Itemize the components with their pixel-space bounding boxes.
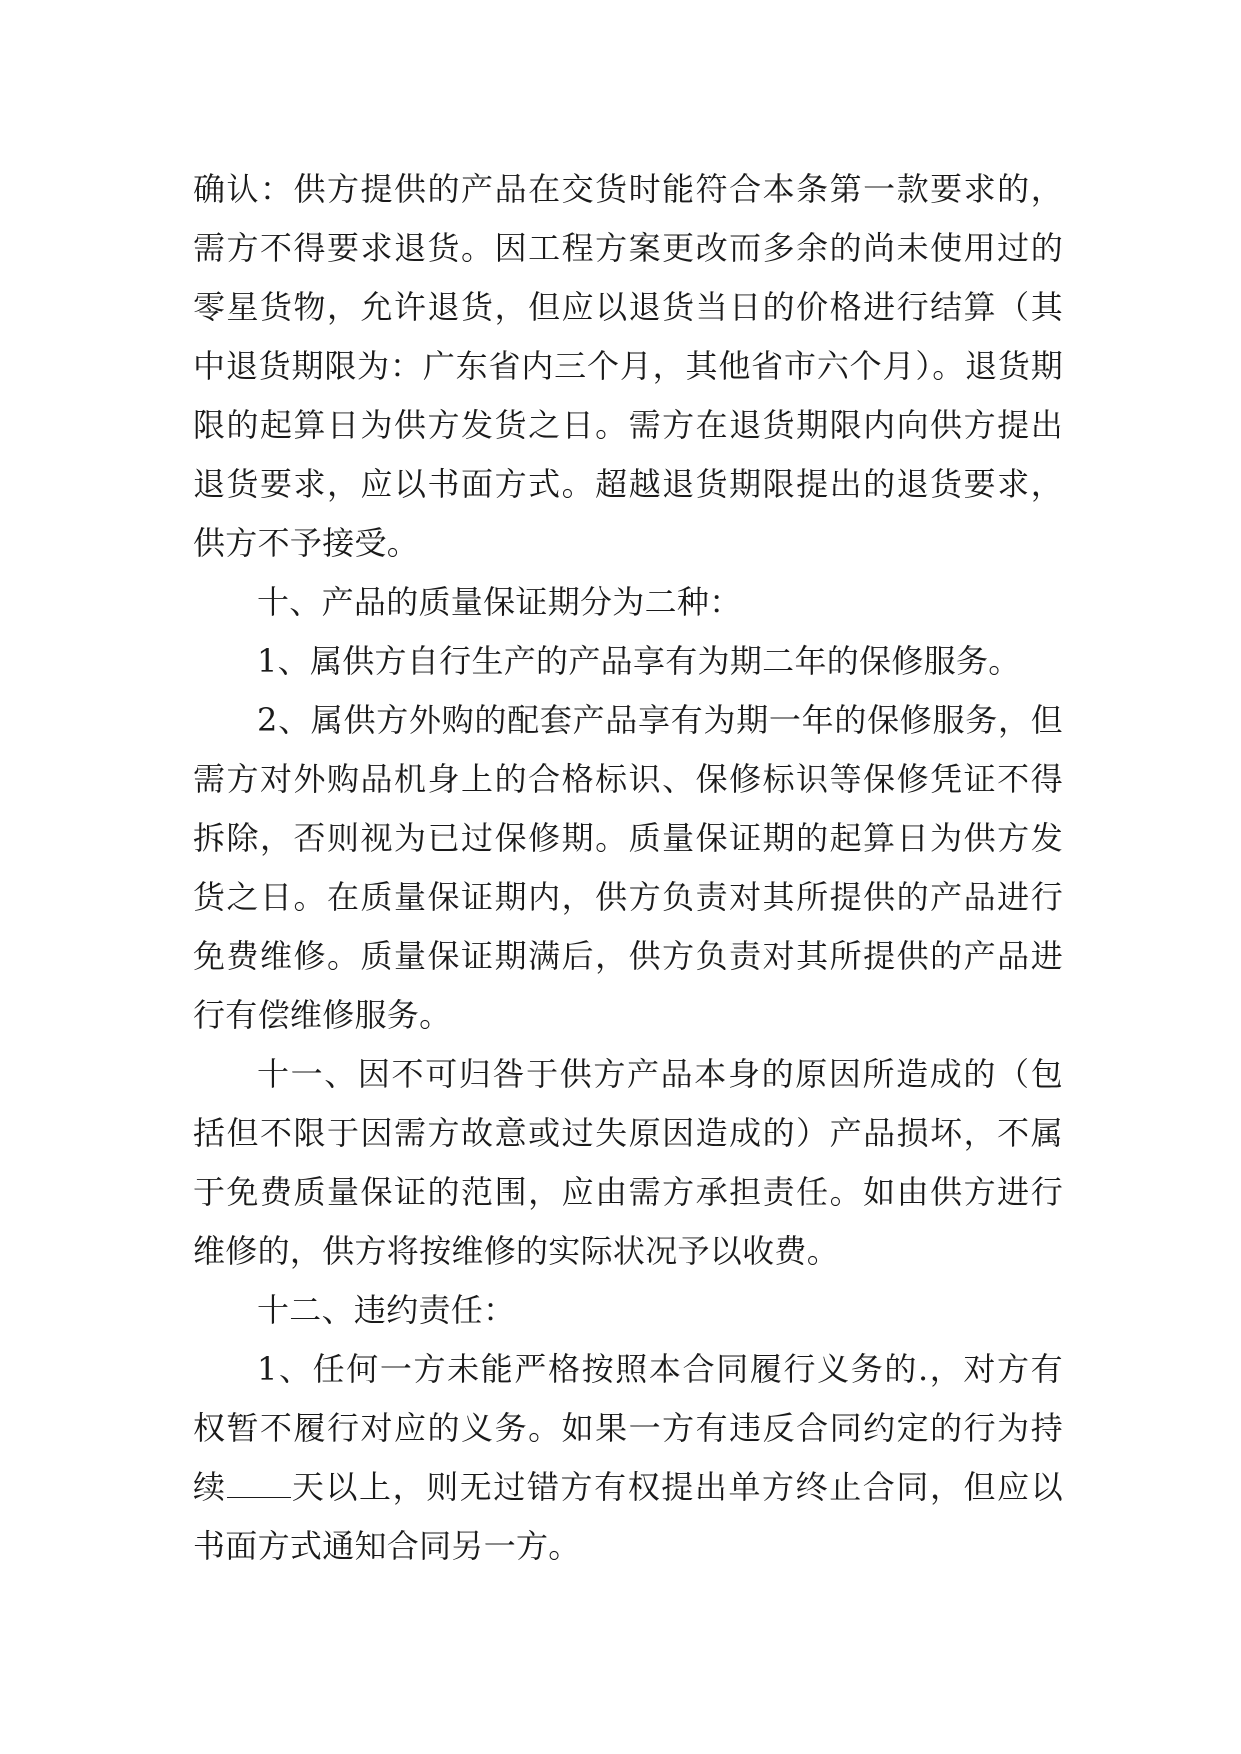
- paragraph-clause-12-heading: 十二、违约责任：: [257, 1291, 516, 1329]
- fill-in-blank-days: [227, 1467, 291, 1498]
- paragraph-clause-10-item-2: 2、属供方外购的配套产品享有为期一年的保修服务，但需方对外购品机身上的合格标识、保修标识等保修凭证不得拆除，否则视为已过保修期。质量保证期的起算日为供方发货之日。在质量保证期内，供方负责对其所提供的产品进行免费维修。质量保证期满后，供方负责对其所提供的产品进行有偿维修服务。: [193, 701, 1063, 1034]
- paragraph-clause-12-item-1: [193, 1340, 1063, 1576]
- document-body: [193, 160, 1063, 1576]
- clause-12-item-1-text-before: 1、任何一方未能严格按照本合同履行义务的.，对方有权暂不履行对应的义务。如果一方有违反合同约定的行为持续: [193, 1350, 1063, 1506]
- paragraph-return-confirmation: 确认：供方提供的产品在交货时能符合本条第一款要求的，需方不得要求退货。因工程方案更改而多余的尚未使用过的零星货物，允许退货，但应以退货当日的价格进行结算（其中退货期限为：广东省内三个月，其他省市六个月）。退货期限的起算日为供方发货之日。需方在退货期限内向供方提出退货要求，应以书面方式。超越退货期限提出的退货要求，供方不予接受。: [193, 170, 1063, 562]
- clause-12-item-1-text-after: 天以上，则无过错方有权提出单方终止合同，但应以书面方式通知合同另一方。: [193, 1468, 1063, 1565]
- paragraph-clause-11: 十一、因不可归咎于供方产品本身的原因所造成的（包括但不限于因需方故意或过失原因造成的）产品损坏，不属于免费质量保证的范围，应由需方承担责任。如由供方进行维修的，供方将按维修的实际状况予以收费。: [193, 1055, 1063, 1270]
- paragraph-clause-10-heading: 十、产品的质量保证期分为二种：: [257, 583, 742, 621]
- paragraph-clause-10-item-1: 1、属供方自行生产的产品享有为期二年的保修服务。: [257, 642, 1021, 680]
